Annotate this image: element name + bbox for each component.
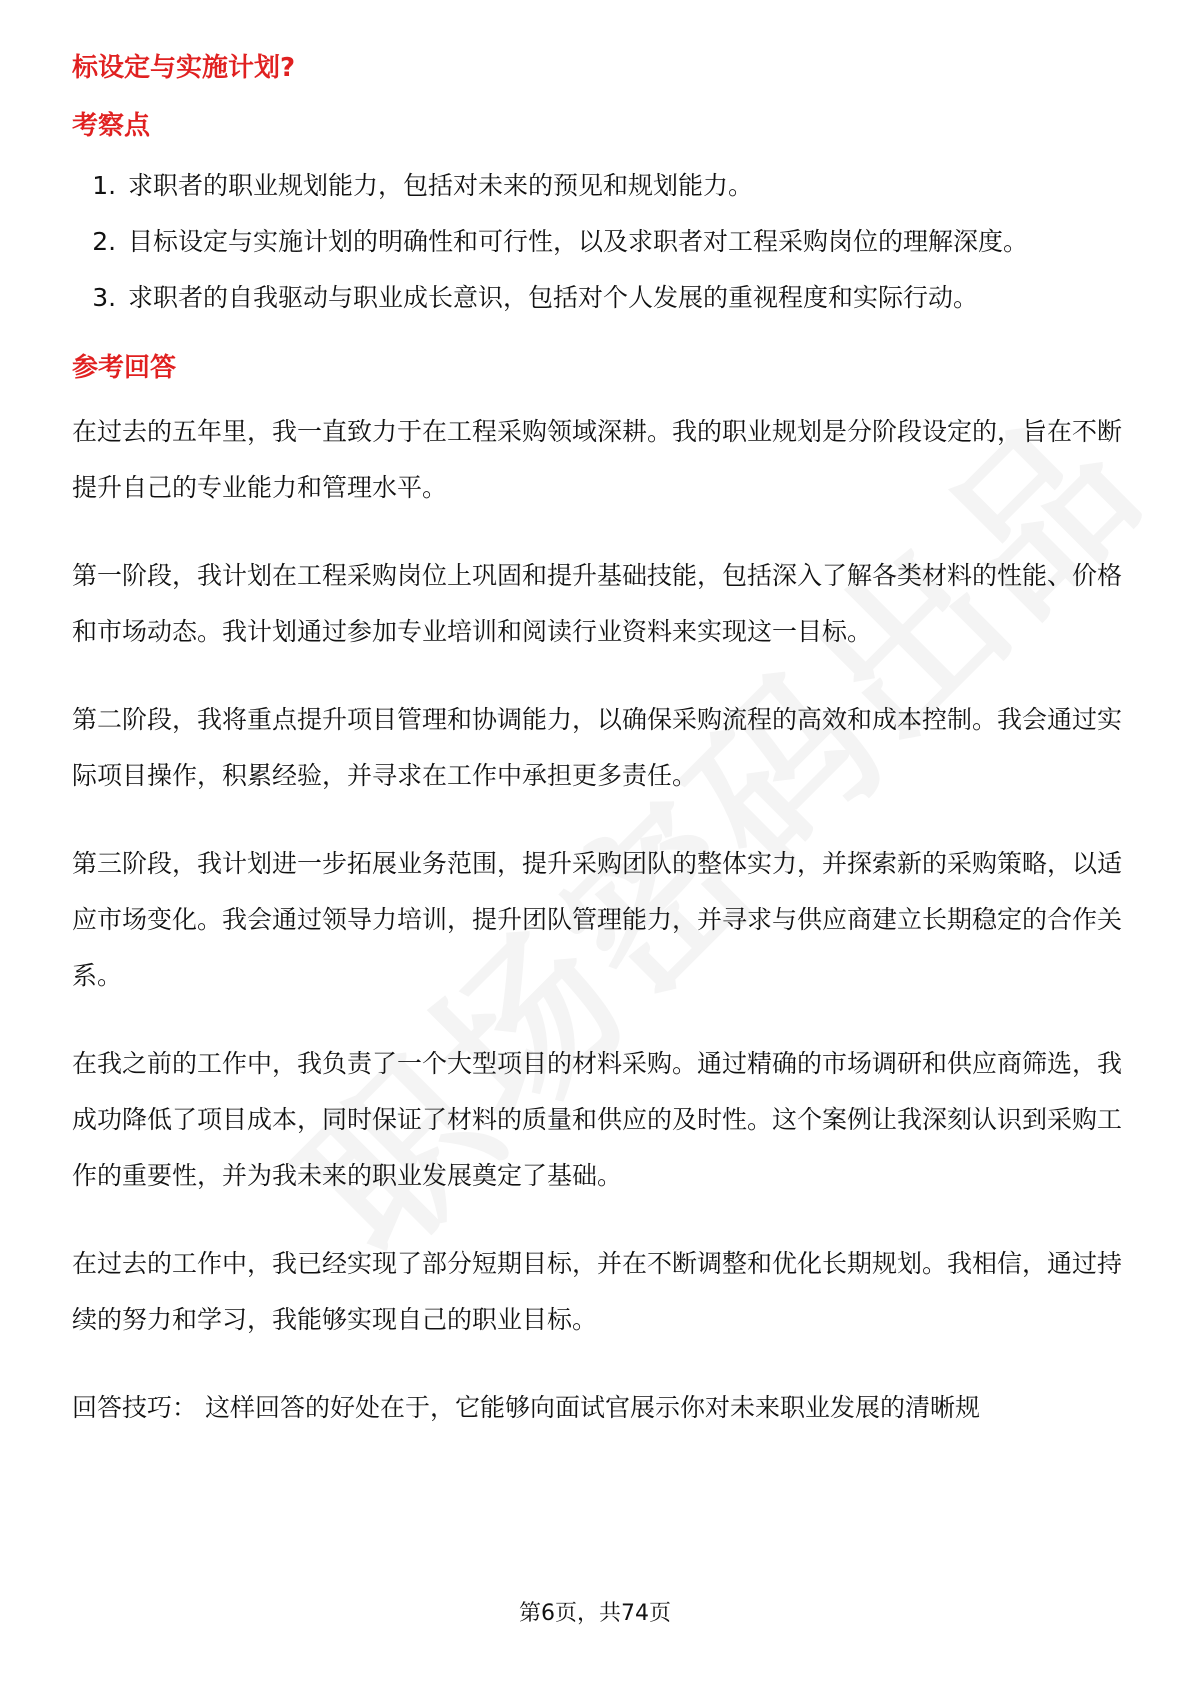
list-item: 3. 求职者的自我驱动与职业成长意识，包括对个人发展的重视程度和实际行动。: [124, 270, 1122, 326]
paragraph: 回答技巧： 这样回答的好处在于，它能够向面试官展示你对未来职业发展的清晰规: [72, 1393, 980, 1422]
paragraph: 第二阶段，我将重点提升项目管理和协调能力，以确保采购流程的高效和成本控制。我会通过实际项目操作，积累经验，并寻求在工作中承担更多责任。: [72, 705, 1123, 790]
paragraph: 第一阶段，我计划在工程采购岗位上巩固和提升基础技能，包括深入了解各类材料的性能、价格和市场动态。我计划通过参加专业培训和阅读行业资料来实现这一目标。: [72, 561, 1123, 646]
list-item: 1. 求职者的职业规划能力，包括对未来的预见和规划能力。: [124, 158, 1122, 214]
page-title: 标设定与实施计划?: [72, 53, 296, 83]
paragraph: 在过去的工作中，我已经实现了部分短期目标，并在不断调整和优化长期规划。我相信，通过持续的努力和学习，我能够实现自己的职业目标。: [72, 1249, 1123, 1334]
page-number: 第6页，共74页: [519, 1601, 671, 1626]
document-content: [72, 48, 1122, 1468]
paragraph: 第三阶段，我计划进一步拓展业务范围，提升采购团队的整体实力，并探索新的采购策略，以适应市场变化。我会通过领导力培训，提升团队管理能力，并寻求与供应商建立长期稳定的合作关系。: [72, 849, 1123, 990]
points-list: [72, 158, 1122, 326]
list-item: 2. 目标设定与实施计划的明确性和可行性，以及求职者对工程采购岗位的理解深度。: [124, 214, 1122, 270]
paragraph: 在我之前的工作中，我负责了一个大型项目的材料采购。通过精确的市场调研和供应商筛选，我成功降低了项目成本，同时保证了材料的质量和供应的及时性。这个案例让我深刻认识到采购工作的重要性，并为我未来的职业发展奠定了基础。: [72, 1049, 1123, 1190]
section-heading-answer: 参考回答: [72, 353, 177, 383]
paragraph: 在过去的五年里，我一直致力于在工程采购领域深耕。我的职业规划是分阶段设定的，旨在不断提升自己的专业能力和管理水平。: [72, 417, 1123, 502]
section-heading-points: 考察点: [72, 111, 151, 141]
